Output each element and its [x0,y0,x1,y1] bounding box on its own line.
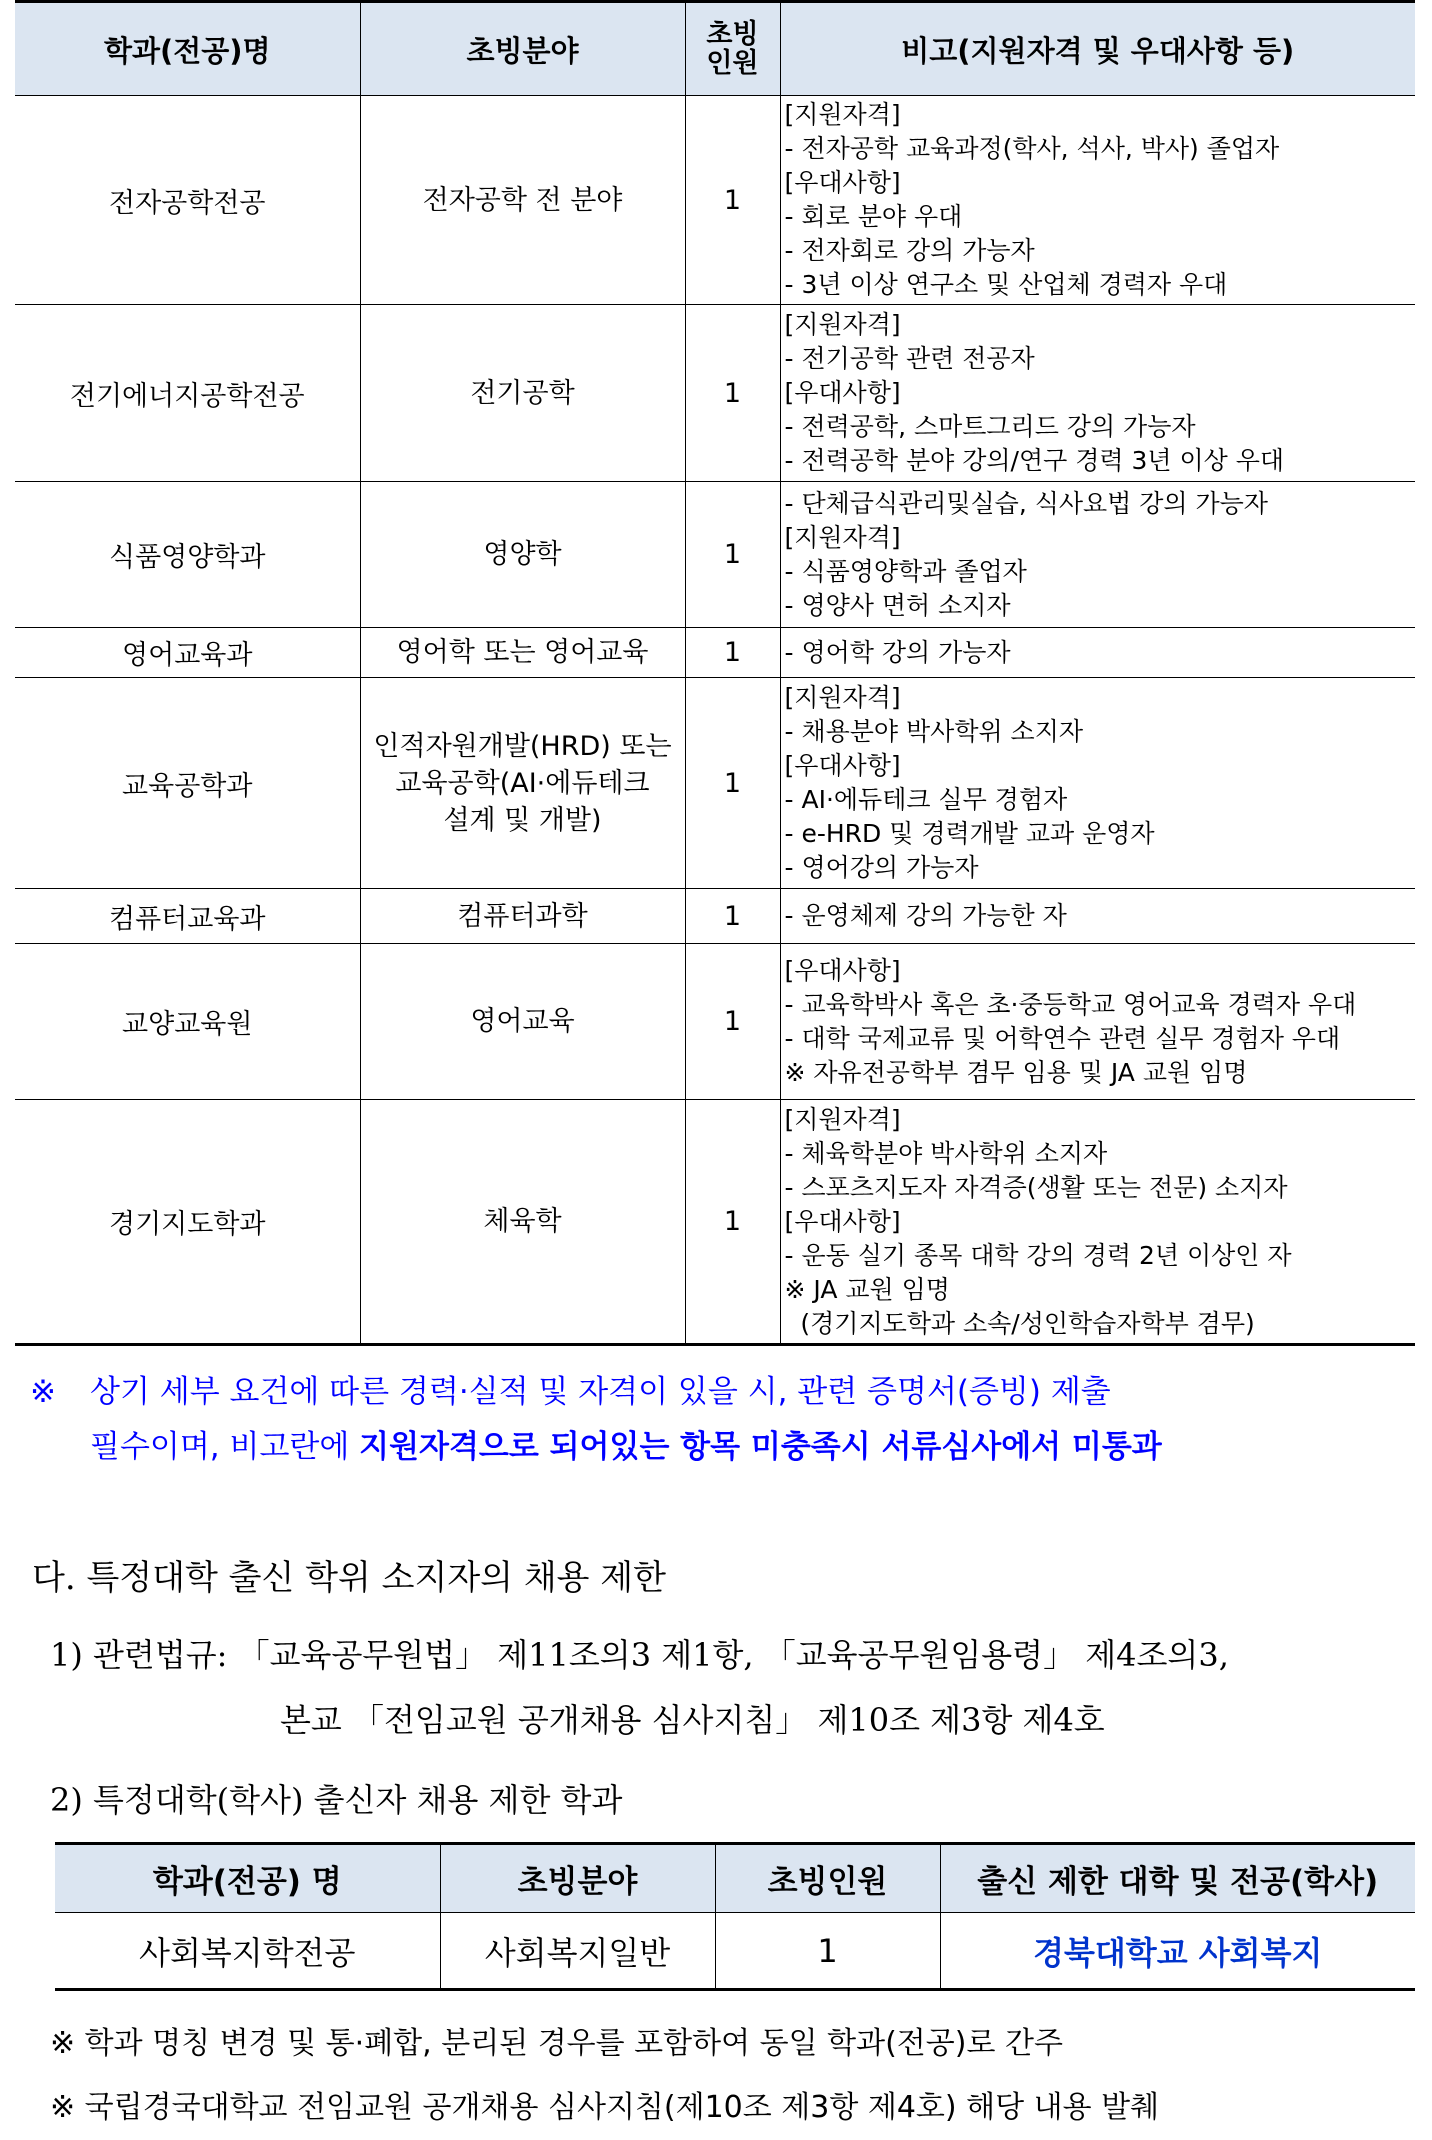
note-line: [지원자격] [784,310,901,339]
header-notes: 비고(지원자격 및 우대사항 등) [780,2,1415,96]
note-line: - 운동 실기 종목 대학 강의 경력 2년 이상인 자 [784,1240,1292,1270]
table-row [15,1100,1415,1345]
note-line: - AI·에듀테크 실무 경험자 [784,785,1068,814]
header-dept: 학과(전공) 명 [55,1844,440,1913]
dept-cell: 교육공학과 [15,678,360,889]
note-line: - 영어학 강의 가능자 [784,637,1011,667]
note-line: - 회로 분야 우대 [784,202,963,231]
note-line: - 채용분야 박사학위 소지자 [784,717,1084,746]
note-line: - 교육학박사 혹은 초·중등학교 영어교육 경력자 우대 [784,989,1357,1019]
field-cell: 사회복지일반 [440,1913,715,1990]
note-line: - 대학 국제교류 및 어학연수 관련 실무 경험자 우대 [784,1023,1341,1053]
field-cell: 체육학 [360,1100,685,1345]
warning-emphasis: 지원자격으로 되어있는 항목 미충족시 서류심사에서 미통과 [359,1429,1162,1465]
dept-cell: 식품영양학과 [15,482,360,628]
warning-text: 상기 세부 요건에 따른 경력·실적 및 자격이 있을 시, 관련 증명서(증빙) 제출 [90,1374,1111,1410]
header-field: 초빙분야 [440,1844,715,1913]
table-row [15,305,1415,482]
note-line: - e-HRD 및 경력개발 교과 운영자 [784,819,1155,848]
note-line: [우대사항] [784,1206,901,1236]
note-line: ※ 자유전공학부 겸무 임용 및 JA 교원 임명 [784,1057,1248,1087]
note-line: [지원자격] [784,683,901,712]
header-count: 초빙 인원 [685,2,780,96]
note-line: [우대사항] [784,378,901,407]
note-line: - 전자공학 교육과정(학사, 석사, 박사) 졸업자 [784,134,1280,163]
warning-text: 필수이며, 비고란에 [90,1429,360,1465]
dept-cell: 교양교육원 [15,944,360,1100]
note-line: [우대사항] [784,168,901,197]
note-line: ※ JA 교원 임명 [784,1274,950,1304]
note-line: [우대사항] [784,751,901,780]
faculty-positions-table [15,0,1415,1346]
dept-cell: 경기지도학과 [15,1100,360,1345]
table-row [15,628,1415,678]
field-cell: 영어학 또는 영어교육 [360,628,685,678]
note-line: - 체육학분야 박사학위 소지자 [784,1138,1108,1168]
field-cell: 컴퓨터과학 [360,889,685,944]
note-line: [지원자격] [784,100,901,129]
restriction-cell: 경북대학교 사회복지 [940,1913,1415,1990]
header-field: 초빙분야 [360,2,685,96]
notes-cell [780,305,1415,482]
field-cell: 전기공학 [360,305,685,482]
note-line: - 영어강의 가능자 [784,853,979,882]
count-cell: 1 [685,678,780,889]
count-cell: 1 [685,305,780,482]
note-line: - 3년 이상 연구소 및 산업체 경력자 우대 [784,270,1228,299]
notes-cell [780,944,1415,1100]
note-line: - 스포츠지도자 자격증(생활 또는 전문) 소지자 [784,1172,1288,1202]
dept-cell: 전기에너지공학전공 [15,305,360,482]
note-line: - 운영체제 강의 가능한 자 [784,901,1067,930]
count-cell: 1 [715,1913,940,1990]
note-line: - 식품영양학과 졸업자 [784,556,1027,586]
note-line: [우대사항] [784,955,901,985]
table-row [15,96,1415,305]
note-line: - 영양사 면허 소지자 [784,590,1011,620]
dept-cell: 영어교육과 [15,628,360,678]
notes-cell [780,482,1415,628]
header-restriction: 출신 제한 대학 및 전공(학사) [940,1844,1415,1913]
note-line: - 전기공학 관련 전공자 [784,344,1035,373]
dept-cell: 컴퓨터교육과 [15,889,360,944]
note-line: - 전력공학, 스마트그리드 강의 가능자 [784,412,1196,441]
table-row [15,944,1415,1100]
table-row [15,678,1415,889]
restriction-table [55,1842,1415,1991]
field-cell: 인적자원개발(HRD) 또는 교육공학(AI·에듀테크 설계 및 개발) [360,678,685,889]
count-cell: 1 [685,889,780,944]
dept-cell: 전자공학전공 [15,96,360,305]
table-header-row [55,1844,1415,1913]
table-header-row [15,2,1415,96]
notes-cell [780,1100,1415,1345]
section-title: 다. 특정대학 출신 학위 소지자의 채용 제한 [32,1558,666,1598]
field-cell: 영어교육 [360,944,685,1100]
law-reference-line-1: 1) 관련법규: 「교육공무원법」 제11조의3 제1항, 「교육공무원임용령」 제4조의3, [50,1636,1229,1674]
notes-cell [780,889,1415,944]
note-line: [지원자격] [784,522,901,552]
count-cell: 1 [685,482,780,628]
evidence-warning [30,1365,1420,1475]
notes-cell [780,628,1415,678]
note-line: - 단체급식관리및실습, 식사요법 강의 가능자 [784,488,1268,518]
header-dept: 학과(전공)명 [15,2,360,96]
table-row [15,889,1415,944]
field-cell: 영양학 [360,482,685,628]
subsection-title: 2) 특정대학(학사) 출신자 채용 제한 학과 [50,1781,623,1819]
dept-cell: 사회복지학전공 [55,1913,440,1990]
law-reference-line-2: 본교 「전임교원 공개채용 심사지침」 제10조 제3항 제4호 [280,1701,1105,1739]
footnote: ※ 학과 명칭 변경 및 통·폐합, 분리된 경우를 포함하여 동일 학과(전공)로 간주 [50,2026,1063,2061]
note-line: - 전자회로 강의 가능자 [784,236,1035,265]
note-line: - 전력공학 분야 강의/연구 경력 3년 이상 우대 [784,446,1285,475]
notes-cell [780,96,1415,305]
field-cell: 전자공학 전 분야 [360,96,685,305]
count-cell: 1 [685,628,780,678]
table-row [55,1913,1415,1990]
warning-line-1 [30,1365,1420,1420]
reference-mark: ※ [30,1374,56,1410]
warning-line-2 [30,1420,1420,1475]
notes-cell [780,678,1415,889]
count-cell: 1 [685,1100,780,1345]
note-line: [지원자격] [784,1104,901,1134]
header-count: 초빙인원 [715,1844,940,1913]
note-line: (경기지도학과 소속/성인학습자학부 겸무) [784,1308,1255,1338]
footnote: ※ 국립경국대학교 전임교원 공개채용 심사지침(제10조 제3항 제4호) 해당 내용 발췌 [50,2090,1160,2125]
table-row [15,482,1415,628]
count-cell: 1 [685,96,780,305]
count-cell: 1 [685,944,780,1100]
